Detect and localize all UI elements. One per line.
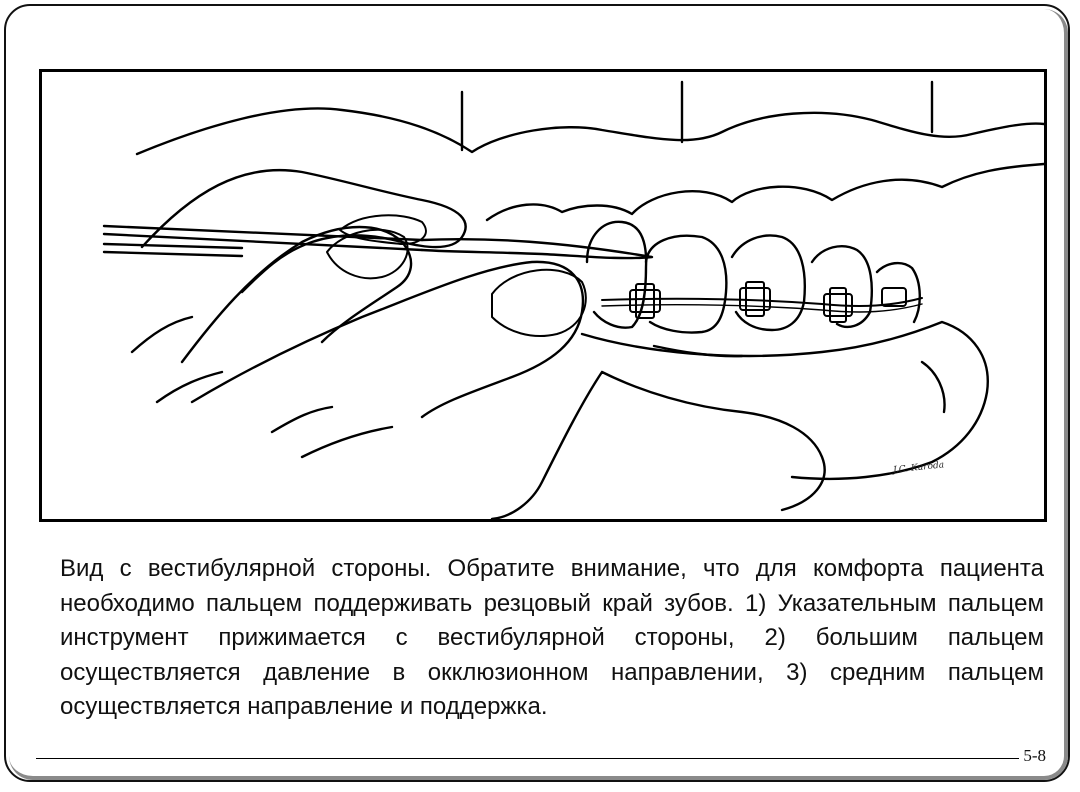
lower-lip-creases [654, 346, 945, 412]
knuckle-lines [132, 317, 392, 457]
gum-line [487, 164, 1044, 220]
lower-lip-outline [582, 322, 988, 479]
illustration-frame [39, 69, 1047, 522]
tooth-3 [732, 236, 805, 330]
lower-finger-pad [492, 372, 825, 519]
upper-lip-outline [137, 108, 1044, 154]
dental-illustration [42, 72, 1044, 519]
page-number: 5-8 [1019, 746, 1050, 766]
illustrator-signature: J.C. Kuroda [892, 460, 945, 476]
footer-rule [36, 758, 1048, 759]
figure-caption: Вид с вестибулярной стороны. Обратите внимание, что для комфорта пациента необходимо пальцем поддерживать резцовый край зубов. 1) Указательным пальцем инструмент прижимается с вестибулярной стороны, 2) большим пальцем осуществляется давление в окклюзионном направлении, 3) средним пальцем осуществляется направление и поддержка. [60, 555, 1044, 720]
tooth-4 [812, 246, 872, 327]
index-finger-outline [142, 170, 466, 292]
bracket-1 [630, 284, 660, 318]
slide-frame [4, 4, 1070, 782]
middle-fingernail [492, 270, 586, 336]
tooth-5 [877, 263, 920, 322]
tooth-2 [646, 236, 726, 333]
